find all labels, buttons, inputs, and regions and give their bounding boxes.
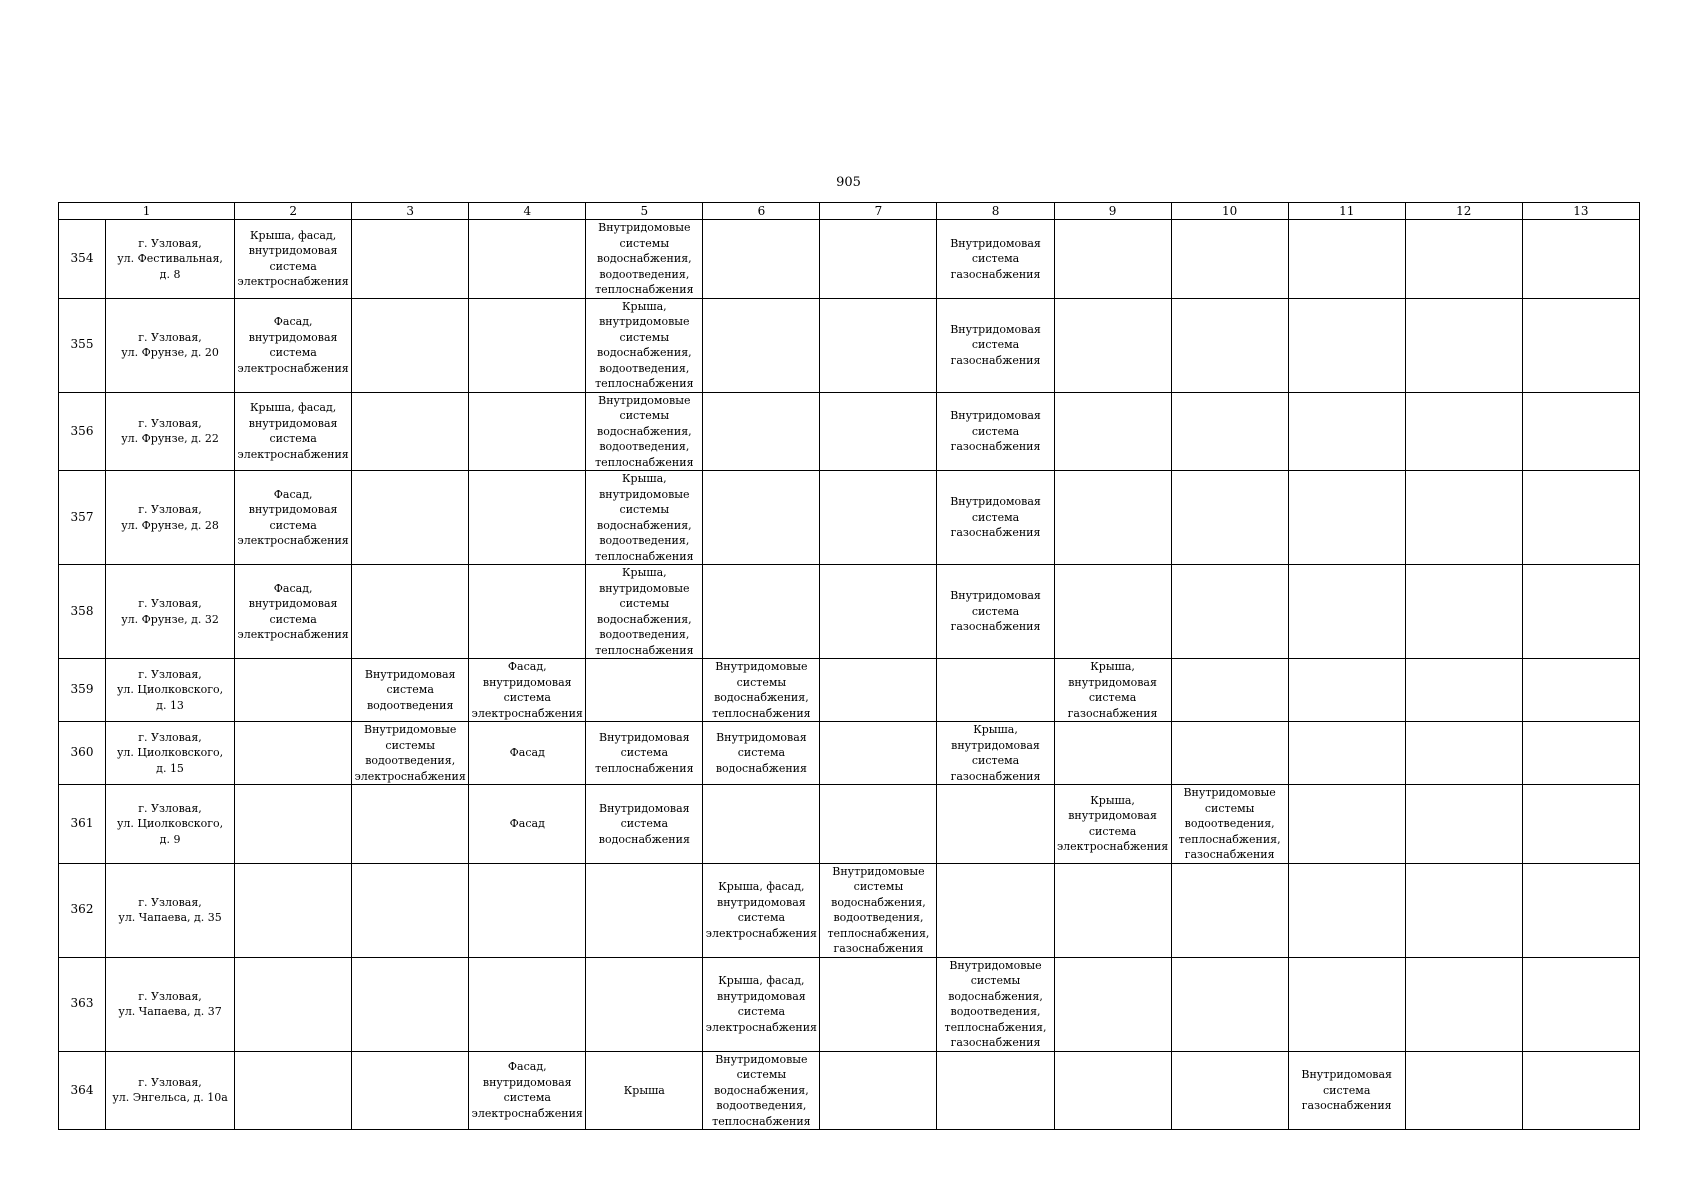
work-text: Крыша, фасад, внутридомовая система электроснабжения xyxy=(237,401,349,461)
work-cell-col-11 xyxy=(1288,471,1405,565)
column-header-1: 1 xyxy=(59,203,235,220)
work-cell-col-3 xyxy=(352,863,469,957)
page-number: 905 xyxy=(836,175,861,190)
work-cell-col-9 xyxy=(1054,722,1171,785)
work-cell-col-2 xyxy=(235,957,352,1051)
column-header-7: 7 xyxy=(820,203,937,220)
work-cell-col-5 xyxy=(586,1051,703,1130)
work-cell-col-6 xyxy=(703,863,820,957)
work-cell-col-6 xyxy=(703,659,820,722)
work-cell-col-3 xyxy=(352,722,469,785)
column-header-2: 2 xyxy=(235,203,352,220)
work-cell-col-12 xyxy=(1405,659,1522,722)
work-cell-col-5 xyxy=(586,298,703,392)
address-cell xyxy=(106,659,235,722)
work-cell-col-2 xyxy=(235,220,352,299)
column-header-11: 11 xyxy=(1288,203,1405,220)
address-cell xyxy=(106,863,235,957)
work-cell-col-8 xyxy=(937,659,1054,722)
table-row xyxy=(59,471,1640,565)
work-cell-col-8 xyxy=(937,785,1054,864)
work-text: Фасад, внутридомовая система электроснабжения xyxy=(237,315,349,375)
table-body xyxy=(59,220,1640,1130)
work-cell-col-3 xyxy=(352,1051,469,1130)
work-text: Внутридомовая система газоснабжения xyxy=(950,322,1041,367)
address-text: г. Узловая, ул. Циолковского, д. 13 xyxy=(116,667,224,712)
work-cell-col-13 xyxy=(1522,220,1639,299)
row-number: 355 xyxy=(59,298,106,392)
column-header-8: 8 xyxy=(937,203,1054,220)
work-cell-col-9 xyxy=(1054,659,1171,722)
work-cell-col-3 xyxy=(352,220,469,299)
work-cell-col-10 xyxy=(1171,659,1288,722)
address-cell xyxy=(106,471,235,565)
work-cell-col-4 xyxy=(469,785,586,864)
work-cell-col-2 xyxy=(235,722,352,785)
work-text: Крыша, внутридомовые системы водоснабжения, водоотведения, теплоснабжения xyxy=(595,472,694,563)
work-text: Внутридомовая система водоснабжения xyxy=(715,730,807,775)
work-cell-col-13 xyxy=(1522,1051,1639,1130)
work-cell-col-2 xyxy=(235,785,352,864)
work-cell-col-6 xyxy=(703,471,820,565)
column-header-3: 3 xyxy=(352,203,469,220)
work-cell-col-5 xyxy=(586,392,703,471)
work-cell-col-13 xyxy=(1522,785,1639,864)
work-cell-col-12 xyxy=(1405,1051,1522,1130)
work-cell-col-3 xyxy=(352,298,469,392)
column-header-6: 6 xyxy=(703,203,820,220)
work-cell-col-3 xyxy=(352,785,469,864)
row-number: 363 xyxy=(59,957,106,1051)
work-cell-col-6 xyxy=(703,785,820,864)
work-cell-col-6 xyxy=(703,957,820,1051)
address-cell xyxy=(106,957,235,1051)
work-text: Внутридомовые системы водоснабжения, водоотведения, теплоснабжения, газоснабжения xyxy=(827,864,930,955)
work-cell-col-11 xyxy=(1288,785,1405,864)
column-header-12: 12 xyxy=(1405,203,1522,220)
work-text: Крыша, внутридомовые системы водоснабжения, водоотведения, теплоснабжения xyxy=(595,566,694,657)
work-cell-col-7 xyxy=(820,722,937,785)
work-cell-col-3 xyxy=(352,659,469,722)
work-cell-col-8 xyxy=(937,722,1054,785)
table-row xyxy=(59,722,1640,785)
table-row xyxy=(59,392,1640,471)
work-cell-col-3 xyxy=(352,957,469,1051)
work-cell-col-9 xyxy=(1054,565,1171,659)
work-cell-col-5 xyxy=(586,565,703,659)
column-header-9: 9 xyxy=(1054,203,1171,220)
work-cell-col-7 xyxy=(820,392,937,471)
column-header-10: 10 xyxy=(1171,203,1288,220)
work-text: Внутридомовые системы водоотведения, электроснабжения xyxy=(354,723,466,783)
work-cell-col-13 xyxy=(1522,565,1639,659)
address-text: г. Узловая, ул. Фрунзе, д. 32 xyxy=(121,597,219,626)
address-text: г. Узловая, ул. Чапаева, д. 35 xyxy=(118,895,222,924)
work-cell-col-2 xyxy=(235,471,352,565)
work-cell-col-13 xyxy=(1522,298,1639,392)
work-text: Фасад, внутридомовая система электроснабжения xyxy=(471,1060,583,1120)
work-text: Внутридомовая система газоснабжения xyxy=(950,589,1041,634)
address-cell xyxy=(106,785,235,864)
work-cell-col-5 xyxy=(586,863,703,957)
table-row xyxy=(59,785,1640,864)
work-cell-col-7 xyxy=(820,471,937,565)
work-cell-col-5 xyxy=(586,220,703,299)
work-text: Внутридомовые системы водоснабжения, водоотведения, теплоснабжения xyxy=(595,221,694,296)
work-cell-col-2 xyxy=(235,298,352,392)
table-row xyxy=(59,298,1640,392)
work-cell-col-11 xyxy=(1288,392,1405,471)
work-text: Внутридомовые системы водоснабжения, водоотведения, теплоснабжения xyxy=(712,1052,811,1128)
work-cell-col-2 xyxy=(235,1051,352,1130)
work-text: Фасад xyxy=(509,817,545,830)
work-cell-col-6 xyxy=(703,1051,820,1130)
work-cell-col-8 xyxy=(937,863,1054,957)
work-cell-col-11 xyxy=(1288,722,1405,785)
row-number: 362 xyxy=(59,863,106,957)
work-cell-col-5 xyxy=(586,722,703,785)
work-cell-col-12 xyxy=(1405,722,1522,785)
row-number: 358 xyxy=(59,565,106,659)
address-cell xyxy=(106,220,235,299)
work-cell-col-5 xyxy=(586,659,703,722)
work-cell-col-7 xyxy=(820,863,937,957)
work-cell-col-4 xyxy=(469,957,586,1051)
work-text: Фасад, внутридомовая система электроснабжения xyxy=(237,581,349,641)
address-text: г. Узловая, ул. Чапаева, д. 37 xyxy=(118,989,222,1018)
address-cell xyxy=(106,392,235,471)
work-cell-col-9 xyxy=(1054,392,1171,471)
work-cell-col-11 xyxy=(1288,659,1405,722)
address-cell xyxy=(106,298,235,392)
work-cell-col-6 xyxy=(703,392,820,471)
table-row xyxy=(59,659,1640,722)
work-text: Крыша, внутридомовая система электроснабжения xyxy=(1056,793,1169,854)
work-cell-col-10 xyxy=(1171,957,1288,1051)
work-cell-col-5 xyxy=(586,471,703,565)
work-cell-col-4 xyxy=(469,565,586,659)
work-cell-col-2 xyxy=(235,863,352,957)
work-cell-col-10 xyxy=(1171,298,1288,392)
work-cell-col-13 xyxy=(1522,659,1639,722)
work-cell-col-2 xyxy=(235,659,352,722)
work-cell-col-9 xyxy=(1054,298,1171,392)
address-text: г. Узловая, ул. Фрунзе, д. 28 xyxy=(121,503,219,532)
table-row xyxy=(59,565,1640,659)
work-cell-col-8 xyxy=(937,392,1054,471)
address-text: г. Узловая, ул. Фрунзе, д. 22 xyxy=(121,416,219,446)
work-cell-col-13 xyxy=(1522,471,1639,565)
work-cell-col-10 xyxy=(1171,392,1288,471)
address-text: г. Узловая, ул. Циолковского, д. 15 xyxy=(116,730,224,775)
work-text: Крыша, внутридомовые системы водоснабжения, водоотведения, теплоснабжения xyxy=(595,299,694,390)
work-cell-col-11 xyxy=(1288,863,1405,957)
work-text: Внутридомовая система газоснабжения xyxy=(950,495,1041,540)
work-cell-col-11 xyxy=(1288,565,1405,659)
work-cell-col-6 xyxy=(703,298,820,392)
work-cell-col-4 xyxy=(469,471,586,565)
table-header-row xyxy=(59,203,1640,220)
work-text: Внутридомовая система газоснабжения xyxy=(1301,1068,1393,1112)
column-header-5: 5 xyxy=(586,203,703,220)
work-cell-col-10 xyxy=(1171,471,1288,565)
work-cell-col-8 xyxy=(937,471,1054,565)
work-text: Крыша, внутридомовая система газоснабжения xyxy=(1067,660,1158,720)
work-text: Крыша, внутридомовая система газоснабжения xyxy=(950,723,1041,783)
work-cell-col-4 xyxy=(469,722,586,785)
work-cell-col-3 xyxy=(352,565,469,659)
table-row xyxy=(59,863,1640,957)
work-text: Крыша xyxy=(623,1083,665,1097)
work-cell-col-4 xyxy=(469,863,586,957)
work-cell-col-11 xyxy=(1288,957,1405,1051)
work-cell-col-6 xyxy=(703,722,820,785)
work-cell-col-4 xyxy=(469,298,586,392)
address-text: г. Узловая, ул. Фестивальная, д. 8 xyxy=(117,236,223,281)
work-cell-col-9 xyxy=(1054,220,1171,299)
work-cell-col-3 xyxy=(352,471,469,565)
row-number: 364 xyxy=(59,1051,106,1130)
work-cell-col-12 xyxy=(1405,220,1522,299)
work-cell-col-10 xyxy=(1171,863,1288,957)
address-text: г. Узловая, ул. Фрунзе, д. 20 xyxy=(121,330,219,359)
work-text: Внутридомовая система газоснабжения xyxy=(950,409,1041,453)
work-cell-col-13 xyxy=(1522,957,1639,1051)
work-cell-col-7 xyxy=(820,957,937,1051)
work-cell-col-4 xyxy=(469,220,586,299)
table-row xyxy=(59,957,1640,1051)
work-cell-col-8 xyxy=(937,565,1054,659)
address-text: г. Узловая, ул. Энгельса, д. 10а xyxy=(112,1075,228,1105)
work-cell-col-8 xyxy=(937,298,1054,392)
work-cell-col-12 xyxy=(1405,565,1522,659)
work-text: Крыша, фасад, внутридомовая система электроснабжения xyxy=(237,228,349,289)
row-number: 361 xyxy=(59,785,106,864)
work-cell-col-9 xyxy=(1054,957,1171,1051)
work-text: Фасад, внутридомовая система электроснабжения xyxy=(471,660,583,720)
work-cell-col-10 xyxy=(1171,722,1288,785)
work-cell-col-8 xyxy=(937,220,1054,299)
column-header-13: 13 xyxy=(1522,203,1639,220)
work-cell-col-4 xyxy=(469,392,586,471)
work-cell-col-10 xyxy=(1171,220,1288,299)
work-text: Внутридомовая система газоснабжения xyxy=(950,236,1041,281)
work-cell-col-11 xyxy=(1288,298,1405,392)
work-cell-col-12 xyxy=(1405,957,1522,1051)
work-cell-col-9 xyxy=(1054,863,1171,957)
work-cell-col-7 xyxy=(820,298,937,392)
work-cell-col-10 xyxy=(1171,565,1288,659)
row-number: 354 xyxy=(59,220,106,299)
row-number: 360 xyxy=(59,722,106,785)
work-cell-col-10 xyxy=(1171,785,1288,864)
work-text: Внутридомовые системы водоснабжения, теплоснабжения xyxy=(712,660,811,720)
work-cell-col-11 xyxy=(1288,220,1405,299)
work-cell-col-12 xyxy=(1405,785,1522,864)
work-cell-col-4 xyxy=(469,1051,586,1130)
repair-schedule-table xyxy=(58,202,1640,1130)
address-cell xyxy=(106,565,235,659)
work-cell-col-5 xyxy=(586,785,703,864)
work-cell-col-7 xyxy=(820,785,937,864)
work-text: Крыша, фасад, внутридомовая система электроснабжения xyxy=(705,880,817,940)
work-cell-col-12 xyxy=(1405,392,1522,471)
work-text: Внутридомовые системы водоснабжения, водоотведения, теплоснабжения xyxy=(595,393,694,469)
work-cell-col-2 xyxy=(235,565,352,659)
work-cell-col-7 xyxy=(820,659,937,722)
work-cell-col-11 xyxy=(1288,1051,1405,1130)
row-number: 356 xyxy=(59,392,106,471)
work-cell-col-12 xyxy=(1405,471,1522,565)
address-cell xyxy=(106,722,235,785)
work-cell-col-9 xyxy=(1054,1051,1171,1130)
work-cell-col-5 xyxy=(586,957,703,1051)
address-cell xyxy=(106,1051,235,1130)
work-text: Внутридомовая система водоснабжения xyxy=(598,801,690,846)
work-text: Внутридомовая система водоотведения xyxy=(364,667,456,712)
work-cell-col-13 xyxy=(1522,722,1639,785)
work-cell-col-7 xyxy=(820,1051,937,1130)
work-cell-col-6 xyxy=(703,565,820,659)
work-cell-col-7 xyxy=(820,565,937,659)
table-row xyxy=(59,1051,1640,1130)
row-number: 357 xyxy=(59,471,106,565)
column-header-4: 4 xyxy=(469,203,586,220)
work-text: Крыша, фасад, внутридомовая система электроснабжения xyxy=(705,974,817,1034)
work-cell-col-9 xyxy=(1054,785,1171,864)
work-cell-col-8 xyxy=(937,1051,1054,1130)
work-cell-col-12 xyxy=(1405,298,1522,392)
work-cell-col-10 xyxy=(1171,1051,1288,1130)
work-cell-col-12 xyxy=(1405,863,1522,957)
work-cell-col-8 xyxy=(937,957,1054,1051)
work-text: Внутридомовая система теплоснабжения xyxy=(595,730,694,775)
work-cell-col-3 xyxy=(352,392,469,471)
work-text: Фасад xyxy=(509,746,545,760)
work-cell-col-13 xyxy=(1522,863,1639,957)
table-row xyxy=(59,220,1640,299)
work-cell-col-13 xyxy=(1522,392,1639,471)
work-cell-col-7 xyxy=(820,220,937,299)
work-cell-col-2 xyxy=(235,392,352,471)
work-text: Внутридомовые системы водоотведения, теплоснабжения, газоснабжения xyxy=(1178,786,1281,861)
work-cell-col-9 xyxy=(1054,471,1171,565)
work-text: Фасад, внутридомовая система электроснабжения xyxy=(237,487,349,547)
work-cell-col-6 xyxy=(703,220,820,299)
address-text: г. Узловая, ул. Циолковского, д. 9 xyxy=(116,801,224,846)
work-text: Внутридомовые системы водоснабжения, водоотведения, теплоснабжения, газоснабжения xyxy=(944,958,1047,1049)
work-cell-col-4 xyxy=(469,659,586,722)
row-number: 359 xyxy=(59,659,106,722)
